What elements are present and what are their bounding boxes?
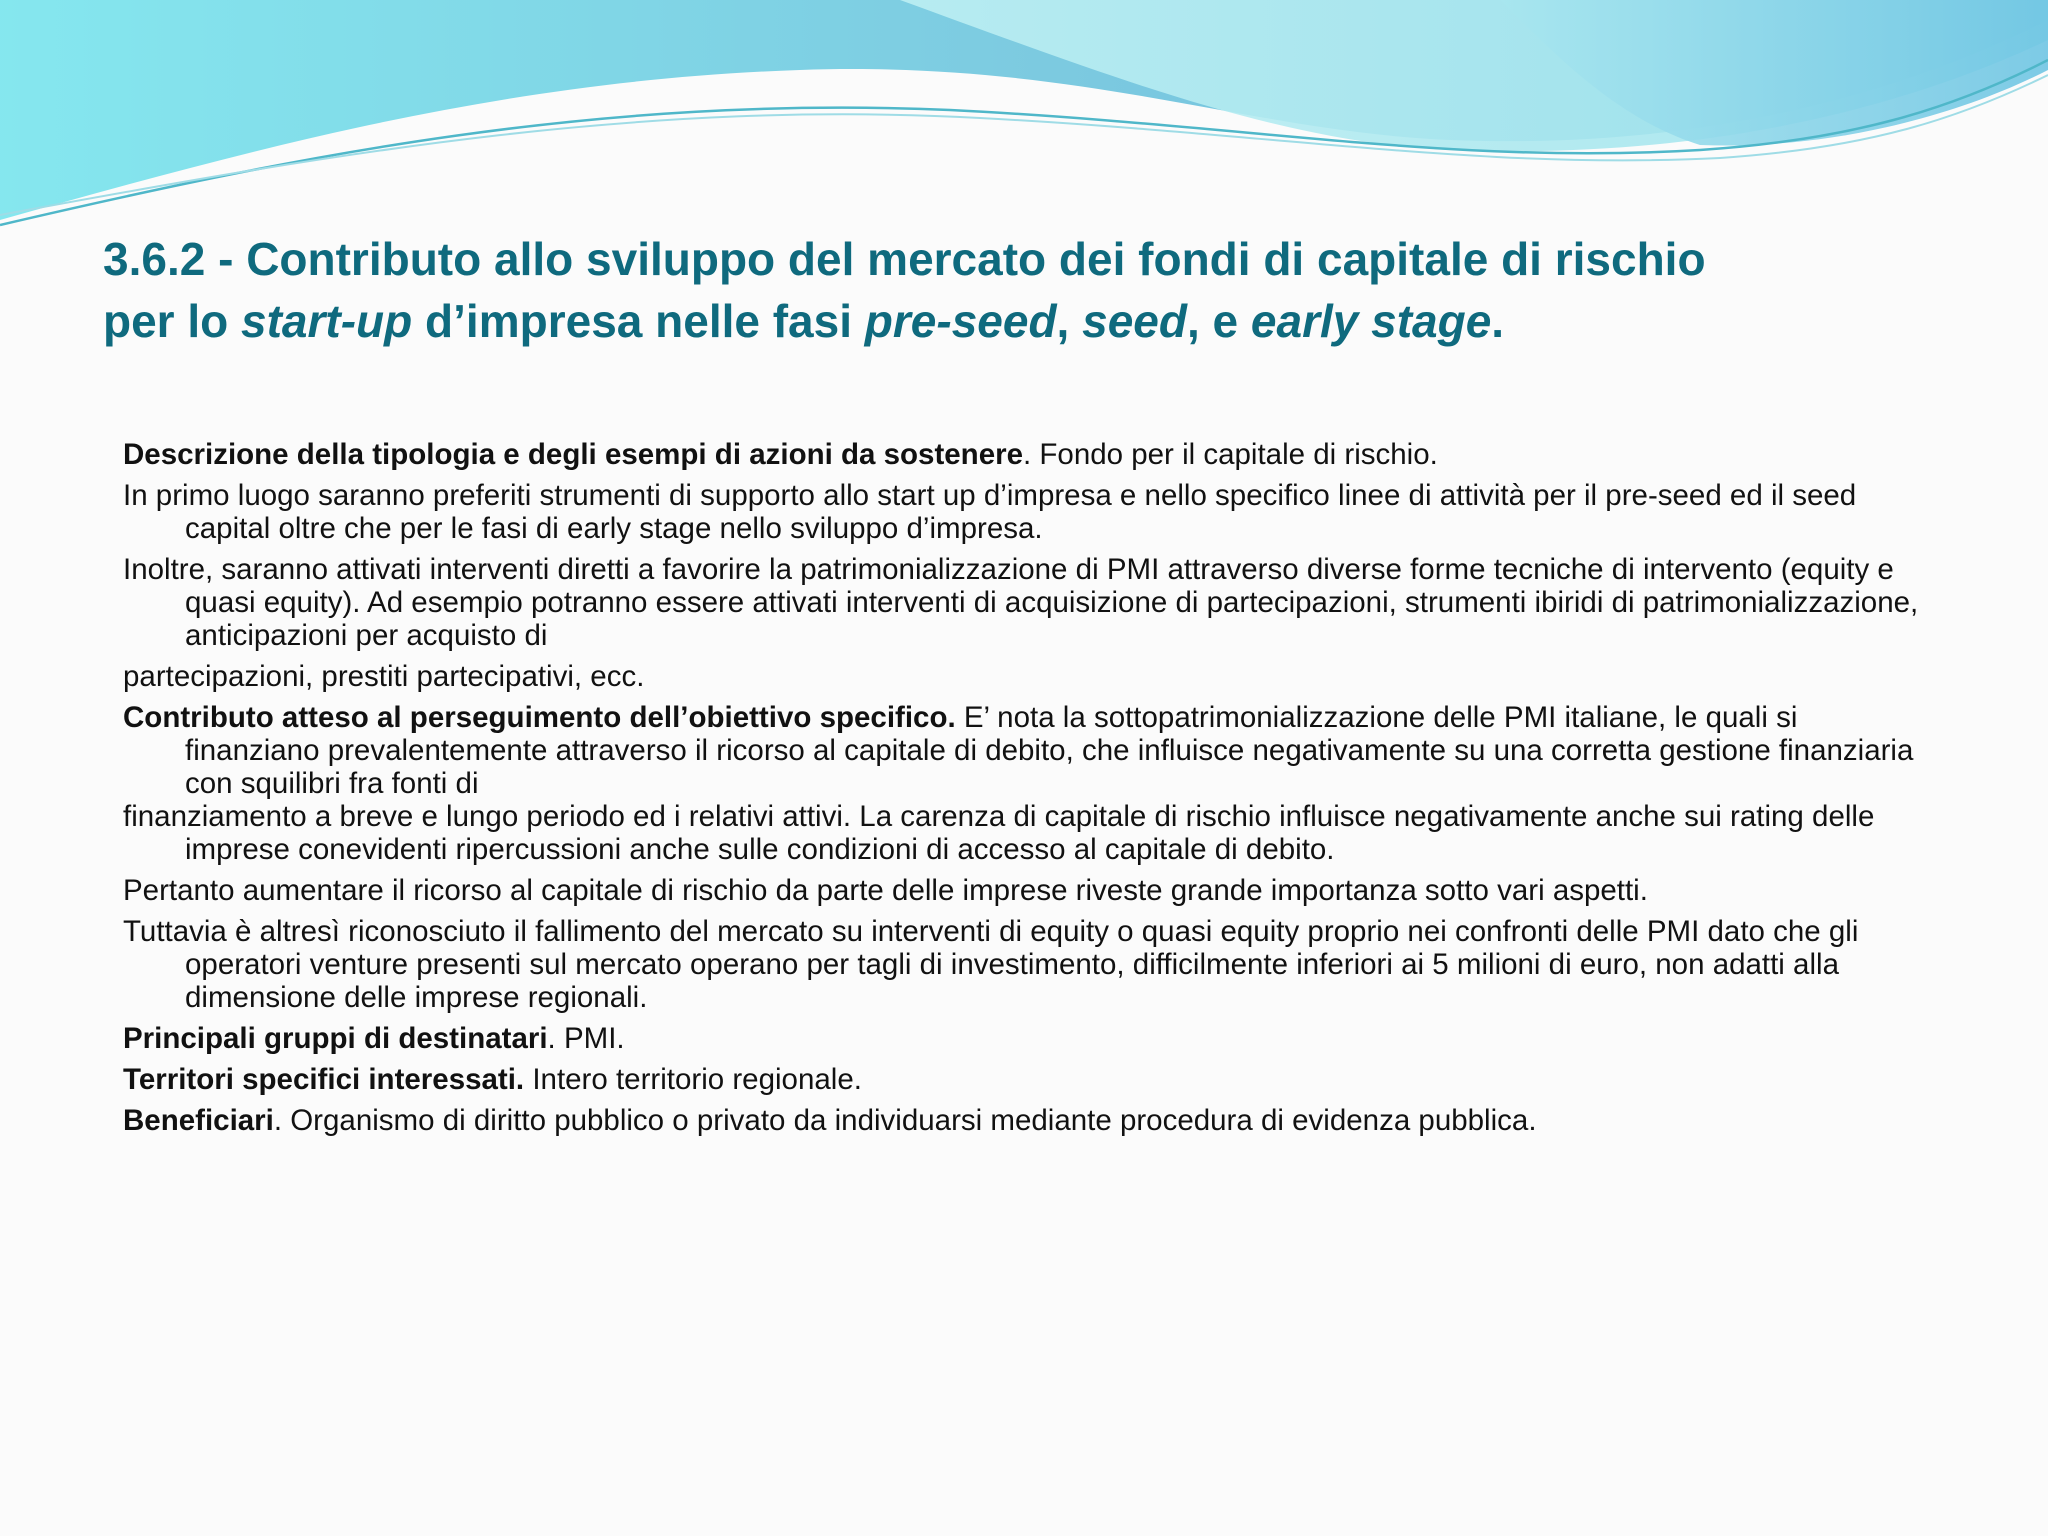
paragraph-territori xyxy=(123,1063,1923,1096)
label-territori: Territori specifici interessati. xyxy=(123,1063,525,1096)
title-line2-e: , xyxy=(1056,295,1083,347)
title-line1: 3.6.2 - Contributo allo sviluppo del mercato dei fondi di capitale di rischio xyxy=(103,233,1706,285)
wave-header-decoration xyxy=(0,0,2048,240)
title-seed: seed xyxy=(1082,295,1187,347)
text-descrizione: . Fondo per il capitale di rischio. xyxy=(1023,438,1438,471)
paragraph-pertanto: Pertanto aumentare il ricorso al capitale di rischio da parte delle imprese riveste grande importanza sotto vari aspetti. xyxy=(123,874,1648,907)
paragraph-primo-luogo: In primo luogo saranno preferiti strumenti di supporto allo start up d’impresa e nello specifico linee di attività per il pre-seed ed il seed capital oltre che per le fasi di early stage nello sviluppo d’impresa. xyxy=(123,479,1857,545)
title-line2-c: d’impresa nelle fasi xyxy=(412,295,865,347)
title-line2-i: . xyxy=(1491,295,1505,347)
label-descrizione: Descrizione della tipologia e degli esempi di azioni da sostenere xyxy=(123,438,1023,471)
title-line2-g: , e xyxy=(1186,295,1251,347)
text-beneficiari: . Organismo di diritto pubblico o privato da individuarsi mediante procedura di evidenza pubblica. xyxy=(273,1104,1537,1137)
paragraph-tuttavia: Tuttavia è altresì riconosciuto il fallimento del mercato su interventi di equity o quasi equity proprio nei confronti delle PMI dato che gli operatori venture presenti sul mercato operano per tagli di investimento, difficilmente inferiori ai 5 milioni di euro, non adatti alla dimensione delle imprese regionali. xyxy=(123,915,1859,1014)
slide-body xyxy=(123,438,1923,1145)
paragraph-contributo-atteso xyxy=(123,701,1923,866)
text-destinatari: . PMI. xyxy=(547,1022,625,1055)
text-contributo-atteso-cont: finanziamento a breve e lungo periodo ed i relativi attivi. La carenza di capitale di rischio influisce negativamente anche sui rating delle imprese conevidenti ripercussioni anche sulle condizioni di accesso al capitale di debito. xyxy=(123,800,1875,866)
title-line2-a: per lo xyxy=(103,295,242,347)
paragraph-partecipazioni: partecipazioni, prestiti partecipativi, ecc. xyxy=(123,660,645,693)
text-contributo-atteso: E’ nota la sottopatrimonializzazione delle PMI italiane, le quali si finanziano prevalentemente attraverso il ricorso al capitale di debito, che influisce negativamente su una corretta gestione finanziaria con squilibri fra fonti di xyxy=(185,701,1914,800)
paragraph-beneficiari xyxy=(123,1104,1923,1137)
label-contributo-atteso: Contributo atteso al perseguimento dell’obiettivo specifico. xyxy=(123,701,956,734)
text-territori: Intero territorio regionale. xyxy=(524,1063,862,1096)
paragraph-destinatari xyxy=(123,1022,1923,1055)
title-early-stage: early stage xyxy=(1250,295,1492,347)
slide-title xyxy=(103,228,1963,352)
title-pre-seed: pre-seed xyxy=(864,295,1057,347)
title-start-up: start-up xyxy=(241,295,413,347)
label-destinatari: Principali gruppi di destinatari xyxy=(123,1022,548,1055)
label-beneficiari: Beneficiari xyxy=(123,1104,274,1137)
paragraph-descrizione xyxy=(123,438,1923,471)
paragraph-inoltre: Inoltre, saranno attivati interventi diretti a favorire la patrimonializzazione di PMI attraverso diverse forme tecniche di intervento (equity e quasi equity). Ad esempio potranno essere attivati interventi di acquisizione di partecipazioni, strumenti ibiridi di patrimonializzazione, anticipazioni per acquisto di xyxy=(123,553,1919,652)
